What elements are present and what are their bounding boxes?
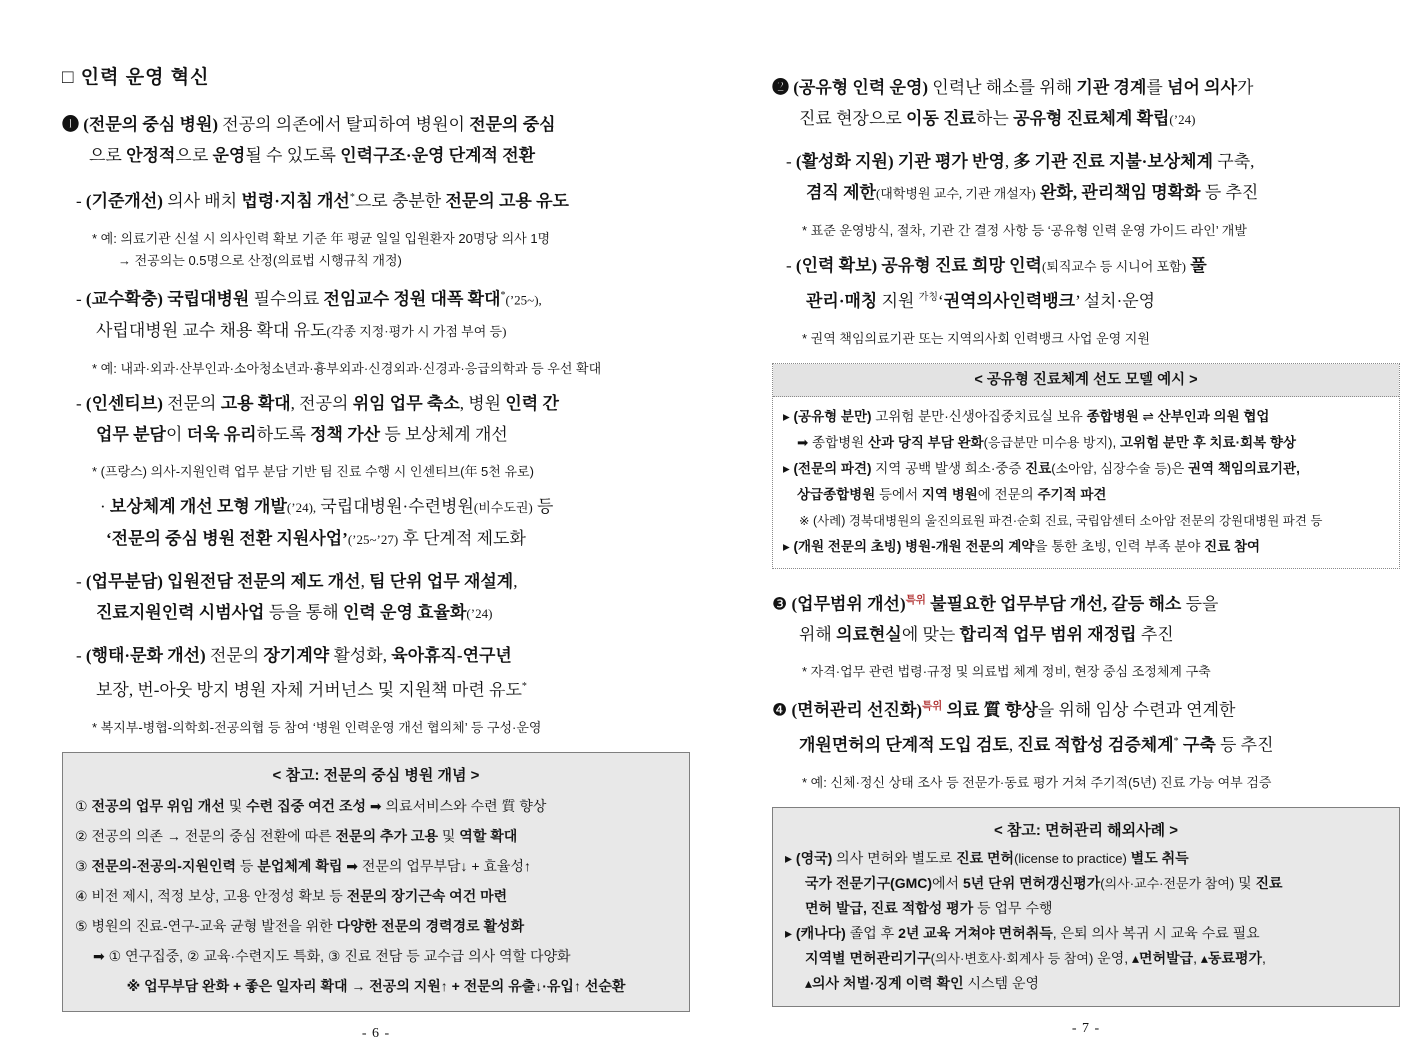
box-title: < 공유형 진료체계 선도 모델 예시 > [773,364,1399,397]
box-line: ② 전공의 의존 → 전문의 중심 전환에 따른 전문의 추가 고용 및 역할 확대 [75,827,518,844]
box-line: ➡ ① 연구집중, ② 교육·수련지도 특화, ③ 진료 전담 등 교수급 의사 역할 다양화 [93,947,571,964]
paragraph-line: ❸ (업무범위 개선)$^{특위}$ 불필요한 업무부담 개선, 갈등 해소 등을 [772,594,1219,614]
subitem-task-division [62,566,690,629]
shared-care-model-box [772,363,1400,569]
paragraph-line: 진료 현장으로 이동 진료하는 공유형 진료체계 확립(’24) [799,109,1196,128]
concept-reference-box [62,752,690,1012]
paragraph-line: 진료지원인력 시범사업 등을 통해 인력 운영 효율화(’24) [96,603,493,623]
footnote-line: * 표준 운영방식, 절차, 기관 간 결정 사항 등 ‘공유형 인력 운영 가이드 라인’ 개발 [802,223,1247,238]
subitem-compensation-model [62,491,690,555]
box-line: ① 전공의 업무 위임 개선 및 수련 집중 여건 조성 ➡ 의료서비스와 수련 質 향상 [75,797,547,814]
box-line: 지역별 면허관리기구(의사·변호사·회계사 등 참여) 운영, ▴면허발급, ▴동료평가, [805,949,1266,966]
item-2-shared-workforce [772,72,1400,135]
section-title: □ 인력 운영 혁신 [62,67,210,88]
box-line: ▸ (영국) 의사 면허와 별도로 진료 면허(license to practice) 별도 취득 [785,849,1189,866]
footnote-line: * 예: 내과·외과·산부인과·소아청소년과·흉부외과·신경외과·신경과·응급의학과 등 우선 확대 [92,361,602,377]
page-number: - 7 - [1071,1020,1101,1036]
paragraph-line: 위해 의료현실에 맞는 합리적 업무 범위 재정립 추진 [799,625,1174,645]
paragraph-line: - (활성화 지원) 기관 평가 반영, 多 기관 진료 지불·보상체계 구축, [786,152,1255,171]
paragraph-line: ❶ (전문의 중심 병원) 전공의 의존에서 탈피하여 병원이 전문의 중심 [62,115,556,134]
footnote-line: * (프랑스) 의사-지원인력 업무 분담 기반 팀 진료 수행 시 인센티브(年 5천 유로) [92,464,534,480]
box-line: ⑤ 병원의 진료-연구-교육 균형 발전을 위한 다양한 전문의 경력경로 활성화 [75,917,525,934]
footnote-line: * 예: 의료기관 신설 시 의사인력 확보 기준 年 평균 일일 입원환자 20명당 의사 1명 [92,230,551,246]
paragraph-line: ❹ (면허관리 선진화)$^{특위}$ 의료 質 향상을 위해 임상 수련과 연계한 [772,700,1236,720]
paragraph-line: 보장, 번-아웃 방지 병원 자체 거버넌스 및 지원책 마련 유도* [96,680,527,700]
paragraph-line: 관리·매칭 지원 $^{가칭}$‘권역의사인력뱅크’ 설치·운영 [806,291,1156,311]
paragraph-line: 사립대병원 교수 채용 확대 유도(각종 지정·평가 시 가점 부여 등) [96,321,507,341]
paragraph-line: - (업무분담) 입원전담 전문의 제도 개선, 팀 단위 업무 재설계, [76,572,518,592]
footnote-line: → 전공의는 0.5명으로 산정(의료법 시행규칙 개정) [118,252,402,268]
footnote-line: * 복지부-병협-의학회-전공의협 등 참여 ‘병원 인력운영 개선 협의체’ 등 구성·운영 [92,719,542,735]
footnote-line: * 권역 책임의료기관 또는 지역의사회 인력뱅크 사업 운영 지원 [802,330,1150,346]
subitem-professor-expansion [62,280,690,348]
page-number: - 6 - [361,1025,391,1041]
license-overseas-reference-box [772,807,1400,1007]
footnote-line: * 예: 신체·정신 상태 조사 등 전문가·동료 평가 거쳐 주기적(5년) 진료 가능 여부 검증 [802,774,1272,790]
box-line: ④ 비전 제시, 적정 보상, 고용 안정성 확보 등 전문의 장기근속 여건 마련 [75,887,508,904]
paragraph-line: · 보상체계 개선 모형 개발(’24), 국립대병원·수련병원(비수도권) 등 [100,497,554,517]
box-line: ▴의사 처벌·징계 이력 확인 시스템 운영 [805,974,1040,991]
box-line: ▸ (전문의 파견) 지역 공백 발생 희소·중증 진료(소아암, 심장수술 등)은 권역 책임의료기관, [783,460,1300,476]
item-4-license-management [772,691,1400,760]
box-body [773,397,1399,568]
box-line: ※ 업무부담 완화 + 좋은 일자리 확대 → 전공의 지원↑ + 전문의 유출↓·유입↑ 선순환 [126,977,626,994]
paragraph-line: 겸직 제한(대학병원 교수, 기관 개설자) 완화, 관리책임 명확화 등 추진 [806,183,1259,202]
paragraph-line: - (인센티브) 전문의 고용 확대, 전공의 위임 업무 축소, 병원 인력 간 [76,394,559,414]
page-6 [62,58,690,1042]
item-3-scope-of-practice [772,585,1400,651]
box-line: ➡ 종합병원 산과 당직 부담 완화(응급분만 미수용 방지), 고위험 분만 후 치료·회복 향상 [797,434,1296,450]
paragraph-line: 개원면허의 단계적 도입 검토, 진료 적합성 검증체계* 구축 등 추진 [799,735,1274,755]
paragraph-line: ‘전문의 중심 병원 전환 지원사업’(’25~’27) 후 단계적 제도화 [106,529,526,549]
paragraph-line: - (인력 확보) 공유형 진료 희망 인력(퇴직교수 등 시니어 포함) 풀 [786,256,1207,275]
box-line: ③ 전문의-전공의-지원인력 등 분업체계 확립 ➡ 전문의 업무부담↓ + 효율성↑ [75,857,531,874]
box-line: ▸ (개원 전문의 초빙) 병원-개원 전문의 계약을 통한 초빙, 인력 부족 분야 진료 참여 [783,538,1261,554]
item-1-specialist-centered-hospital [62,109,690,171]
box-line: 상급종합병원 등에서 지역 병원에 전문의 주기적 파견 [797,486,1107,502]
subitem-incentive [62,388,690,450]
subitem-activation-support [772,146,1400,209]
paragraph-line: ❷ (공유형 인력 운영) 인력난 해소를 위해 기관 경계를 넘어 의사가 [772,78,1254,97]
box-title: < 참고: 면허관리 해외사례 > [993,821,1179,839]
paragraph-line: 업무 분담이 더욱 유리하도록 정책 가산 등 보상체계 개선 [96,425,508,445]
box-line: 국가 전문기구(GMC)에서 5년 단위 면허갱신평가(의사·교수·전문가 참여) 및 진료 [805,874,1283,891]
paragraph-line: - (교수확충) 국립대병원 필수의료 전임교수 정원 대폭 확대*(’25~), [76,289,542,309]
footnote-line: * 자격·업무 관련 법령·규정 및 의료법 체계 정비, 현장 중심 조정체계 구축 [802,664,1211,680]
subitem-workforce-securing [772,250,1400,317]
box-line: 면허 발급, 진료 적합성 평가 등 업무 수행 [805,899,1053,916]
subitem-standard-improvement [62,182,690,217]
paragraph-line: 으로 안정적으로 운영될 수 있도록 인력구조·운영 단계적 전환 [89,146,536,165]
box-line: ▸ (캐나다) 졸업 후 2년 교육 거쳐야 면허취득, 은퇴 의사 복귀 시 교육 수료 필요 [785,924,1260,941]
paragraph-line: - (행태·문화 개선) 전문의 장기계약 활성화, 육아휴직-연구년 [76,646,512,666]
box-line: ▸ (공유형 분만) 고위험 분만·신생아집중치료실 보유 종합병원 ⇌ 산부인과 의원 협업 [783,408,1270,424]
box-title: < 참고: 전문의 중심 병원 개념 > [272,766,480,784]
page-7 [772,58,1400,1037]
box-line: ※ (사례) 경북대병원의 울진의료원 파견·순회 진료, 국립암센터 소아암 전문의 강원대병원 파견 등 [799,513,1323,528]
subitem-culture-improvement [62,640,690,706]
paragraph-line: - (기준개선) 의사 배치 법령·지침 개선*으로 충분한 전문의 고용 유도 [76,191,569,211]
